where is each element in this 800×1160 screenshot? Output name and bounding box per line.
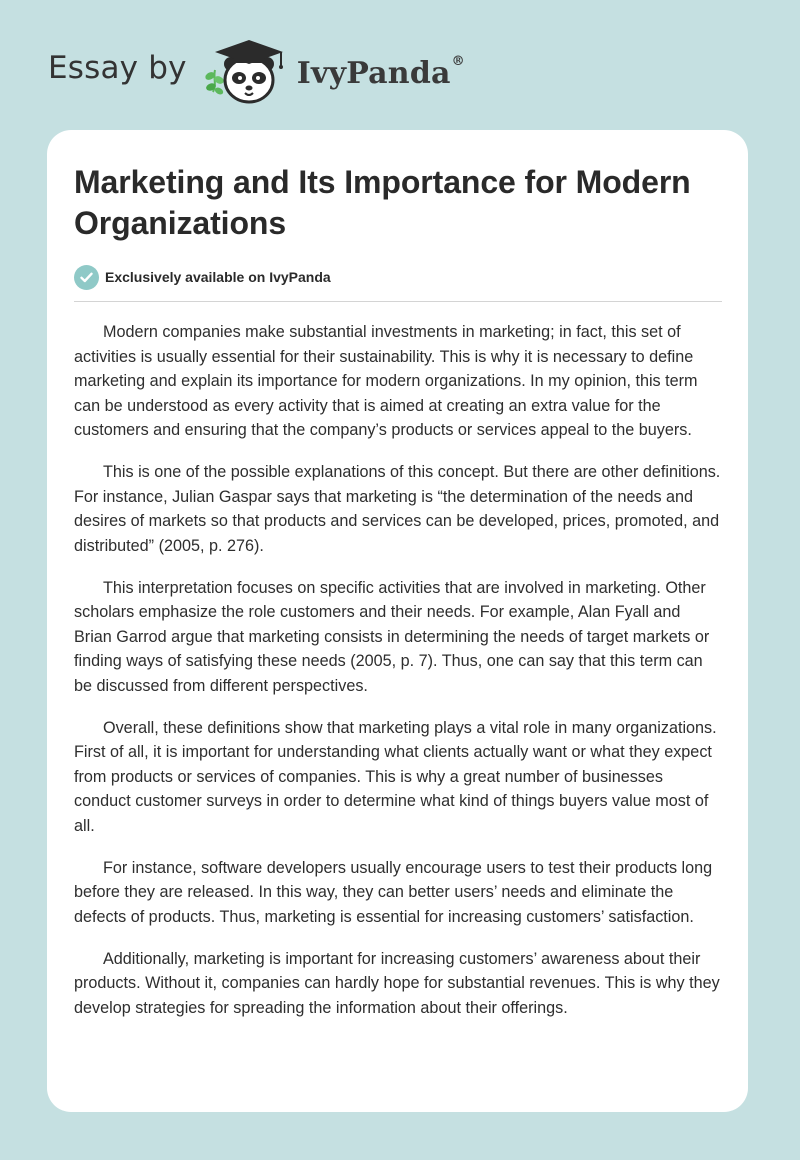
essay-title: Marketing and Its Importance for Modern Organizations	[74, 164, 691, 241]
paragraph: For instance, software developers usually encourage users to test their products long before they are released. In this way, they can better users’ needs and eliminate the defects of products. Thus, marketing is essential for increasing customers’ satisfaction.	[74, 858, 713, 926]
brand-name	[296, 53, 465, 91]
paragraph: This is one of the possible explanations of this concept. But there are other definitions. For instance, Julian Gaspar says that marketing is “the determination of the needs and desires of markets so that products and services can be developed, prices, promoted, and distributed” (2005, p. 276).	[74, 463, 721, 555]
paragraph: This interpretation focuses on specific activities that are involved in marketing. Other scholars emphasize the role customers and their needs. For example, Alan Fyall and Brian Garrod argue that marketing consists in determining the needs of target markets or finding ways of satisfying these needs (2005, p. 7). Thus, one can say that this term can be discussed from different perspectives.	[74, 578, 710, 695]
brand-header	[48, 34, 465, 108]
panda-graduate-icon	[201, 34, 293, 108]
divider	[74, 301, 722, 302]
paragraph: Modern companies make substantial investments in marketing; in fact, this set of activities is usually essential for their sustainability. This is why it is necessary to define marketing and explain its importance for modern organizations. In my opinion, this term can be understood as every activity that is aimed at creating an extra value for the customers and ensuring that the company’s products or services appeal to the buyers.	[74, 323, 698, 439]
essay-by-label: Essay by	[48, 50, 187, 86]
essay-body	[74, 320, 722, 1020]
brand-name-text: IvyPanda	[296, 55, 451, 91]
registered-mark: ®	[451, 53, 465, 69]
paragraph: Additionally, marketing is important for increasing customers’ awareness about their products. Without it, companies can hardly hope for substantial revenues. This is why they develop strategies for spreading the information about their offerings.	[74, 949, 720, 1017]
essay-card	[47, 130, 748, 1112]
exclusive-label: Exclusively available on IvyPanda	[105, 269, 331, 285]
exclusive-badge	[74, 264, 722, 290]
paragraph: Overall, these definitions show that marketing plays a vital role in many organizations. First of all, it is important for understanding what clients actually want or what they expect from products or services of companies. This is why a great number of businesses conduct customer surveys in order to determine what kind of things buyers value most of all.	[74, 718, 717, 835]
ivypanda-logo[interactable]	[201, 34, 465, 108]
check-circle-icon	[74, 265, 99, 290]
